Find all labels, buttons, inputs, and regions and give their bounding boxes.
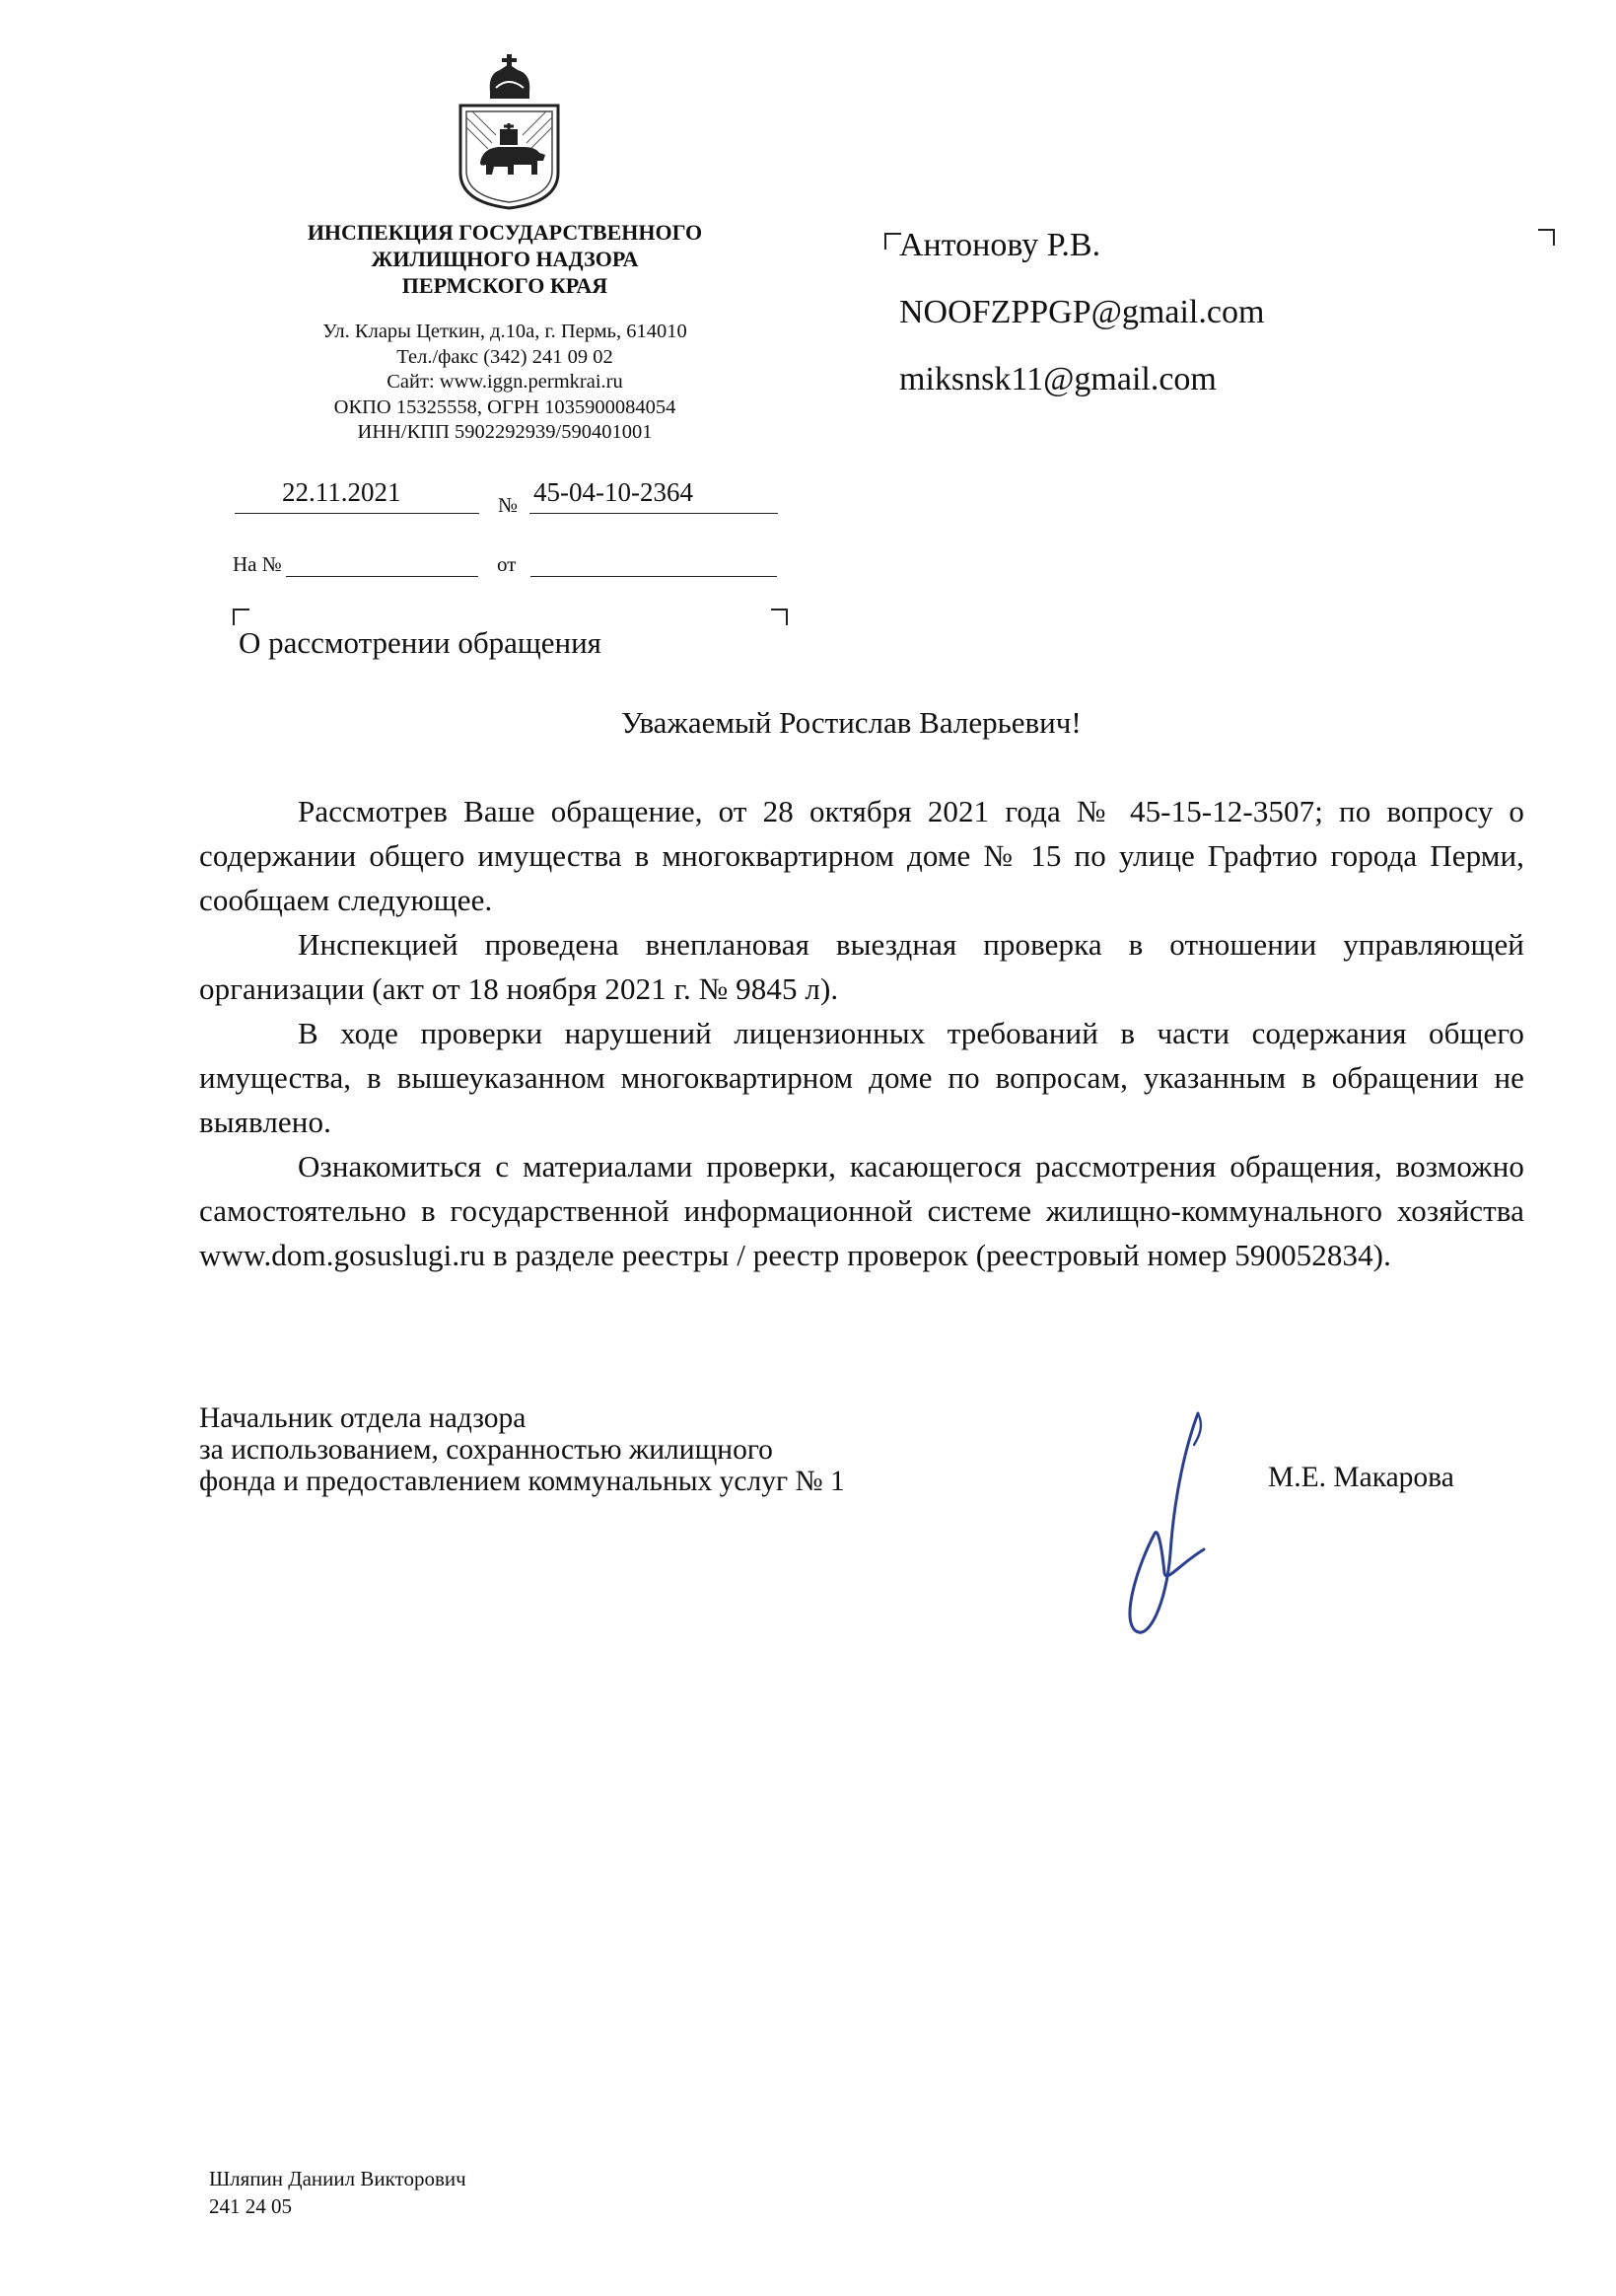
doc-date-field xyxy=(235,477,479,514)
greeting: Уважаемый Ростислав Валерьевич! xyxy=(621,705,1082,740)
signatory-title-line-1: Начальник отдела надзора xyxy=(199,1402,527,1434)
doc-number-label: № xyxy=(498,493,519,517)
executor-phone: 241 24 05 xyxy=(209,2194,292,2218)
doc-number: 45-04-10-2364 xyxy=(533,477,693,507)
handwritten-signature-icon xyxy=(1109,1405,1237,1642)
recipient-name: Антонову Р.В. xyxy=(899,227,1101,263)
perm-krai-coat-of-arms-icon xyxy=(453,54,566,210)
body-paragraph-1: Рассмотрев Ваше обращение, от 28 октября 2021 года № 45-15-12-3507; по вопросу о содержании общего имущества в многоквартирном доме № 15 по улице Графтио города Перми, сообщаем следующее. xyxy=(199,794,1524,917)
organization-phone: Тел./факс (342) 241 09 02 xyxy=(396,346,613,368)
recipient-corner-right xyxy=(1538,229,1555,246)
body-paragraph-3: В ходе проверки нарушений лицензионных требований в части содержания общего имущества, в вышеуказанном многоквартирном доме по вопросам, указанным в обращении не выявлено. xyxy=(199,1016,1524,1139)
organization-name-line-2: ЖИЛИЩНОГО НАДЗОРА xyxy=(371,247,639,271)
doc-date: 22.11.2021 xyxy=(282,477,401,507)
ref-from-label: от xyxy=(497,552,517,576)
ref-date-field xyxy=(530,552,777,577)
organization-address: Ул. Клары Цеткин, д.10а, г. Пермь, 614010 xyxy=(322,321,687,342)
organization-codes: ОКПО 15325558, ОГРН 1035900084054 xyxy=(333,396,676,418)
executor-name: Шляпин Даниил Викторович xyxy=(209,2167,466,2190)
subject-corner-left xyxy=(233,609,249,625)
subject-corner-right xyxy=(771,609,788,625)
organization-name-line-3: ПЕРМСКОГО КРАЯ xyxy=(401,273,608,298)
organization-inn: ИНН/КПП 5902292939/590401001 xyxy=(357,421,653,443)
ref-number-label: На № xyxy=(233,552,282,576)
ref-number-field xyxy=(286,552,478,577)
signatory-name: М.Е. Макарова xyxy=(1268,1462,1454,1493)
recipient-email-1: NOOFZPPGP@gmail.com xyxy=(899,294,1265,330)
recipient-email-2: miksnsk11@gmail.com xyxy=(899,361,1217,397)
organization-name-line-1: ИНСПЕКЦИЯ ГОСУДАРСТВЕННОГО xyxy=(307,220,703,245)
body-paragraph-4: Ознакомиться с материалами проверки, касающегося рассмотрения обращения, возможно самостоятельно в государственной информационной системе жилищно-коммунального хозяйства www.dom.gosuslugi.ru в разделе реестры / реестр проверок (реестровый номер 590052834). xyxy=(199,1149,1524,1272)
doc-number-field xyxy=(529,477,778,514)
signatory-title-line-3: фонда и предоставлением коммунальных услуг № 1 xyxy=(199,1466,845,1497)
subject: О рассмотрении обращения xyxy=(239,625,601,660)
signatory-title-line-2: за использованием, сохранностью жилищного xyxy=(199,1434,773,1466)
organization-site: Сайт: www.iggn.permkrai.ru xyxy=(386,371,623,393)
letter-body xyxy=(199,789,1524,1277)
body-paragraph-2: Инспекцией проведена внеплановая выездная проверка в отношении управляющей организации (акт от 18 ноября 2021 г. № 9845 л). xyxy=(199,927,1524,1006)
